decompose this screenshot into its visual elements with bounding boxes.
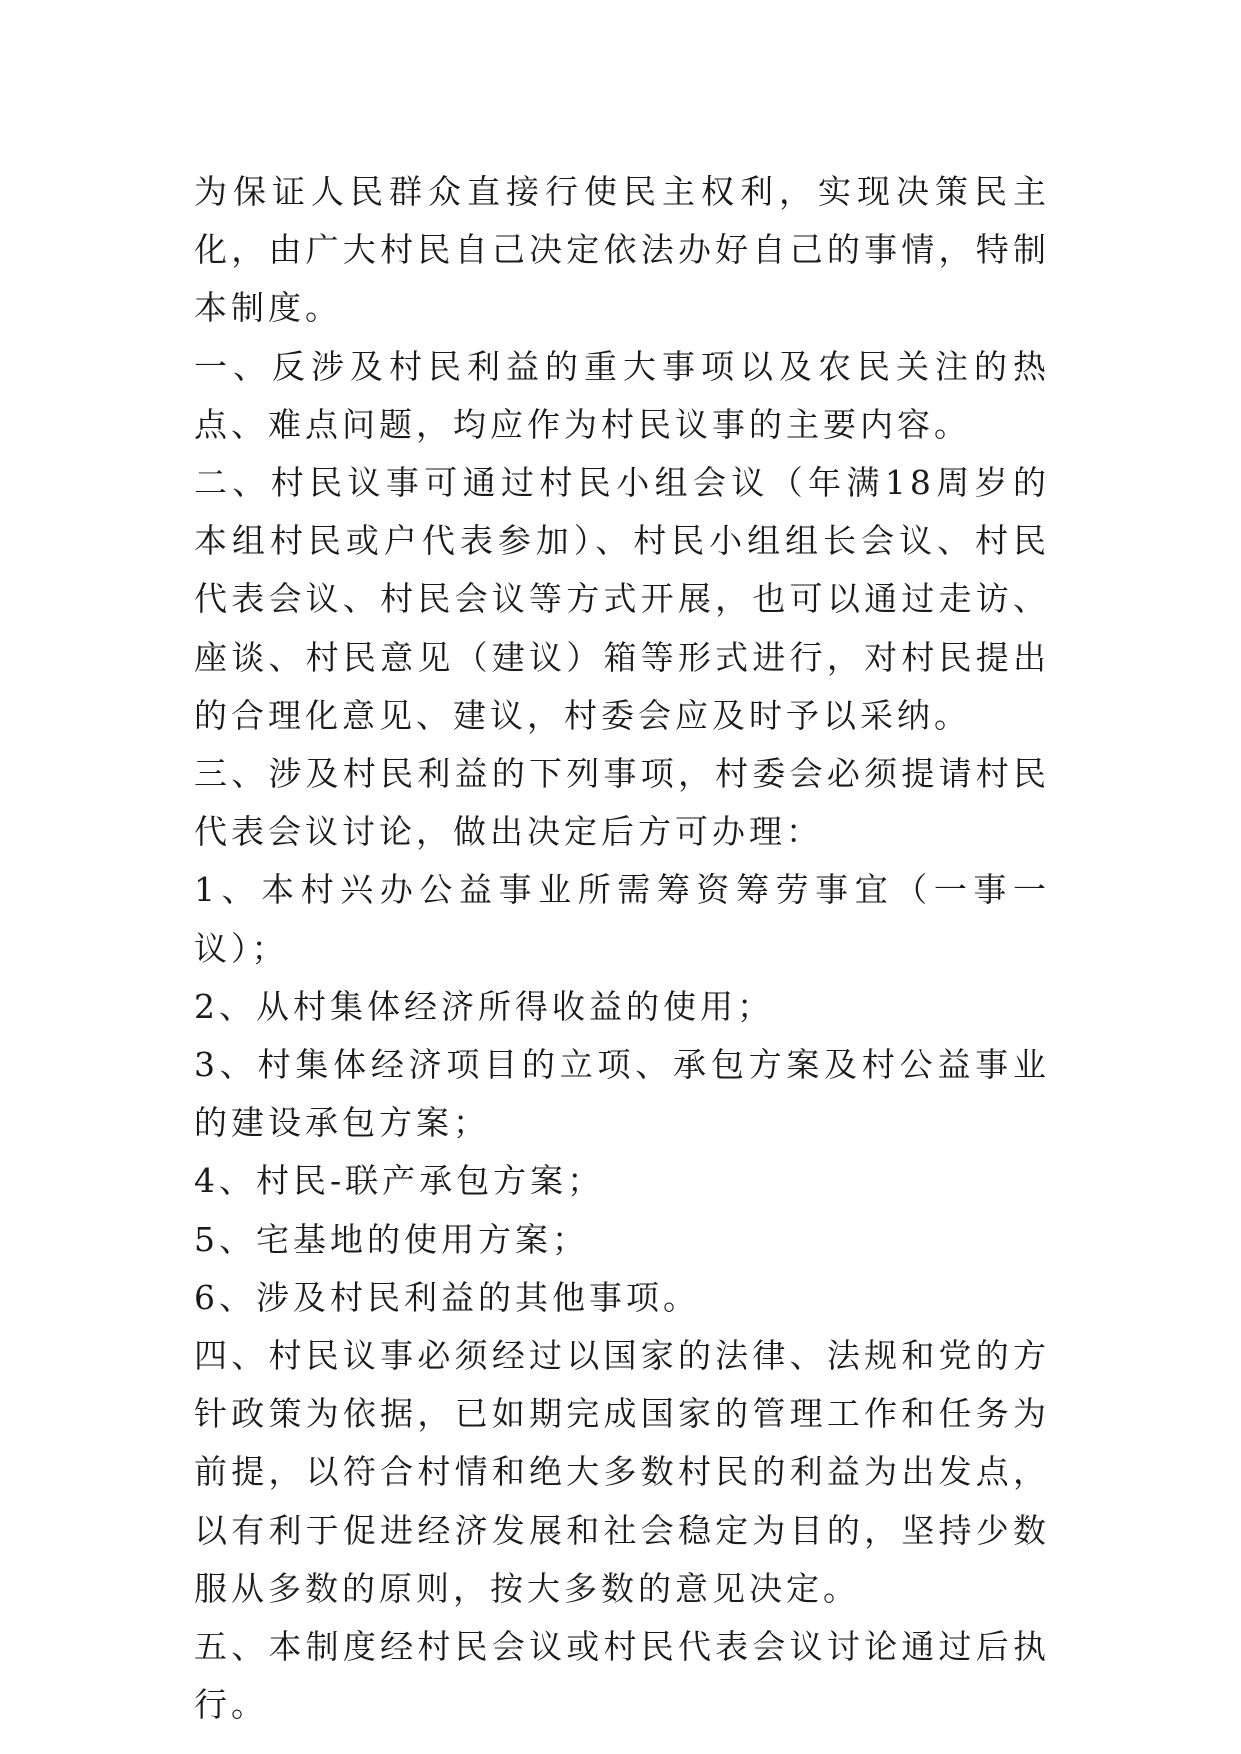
- list-item-6: 6、涉及村民利益的其他事项。: [194, 1277, 700, 1317]
- list-item-1: 1、本村兴办公益事业所需筹资筹劳事宜（一事一议）；: [194, 870, 1050, 968]
- clause-5-paragraph: 五、本制度经村民会议或村民代表会议讨论通过后执行。: [194, 1627, 1050, 1725]
- list-item-5: 5、宅基地的使用方案；: [194, 1219, 589, 1259]
- document-body: [194, 163, 1050, 1734]
- clause-1-paragraph: 一、反涉及村民利益的重大事项以及农民关注的热点、难点问题，均应作为村民议事的主要内容。: [194, 346, 1050, 444]
- list-item-3: 3、村集体经济项目的立项、承包方案及村公益事业的建设承包方案；: [194, 1045, 1050, 1143]
- list-item-2: 2、从村集体经济所得收益的使用；: [194, 986, 774, 1026]
- clause-3-paragraph: 三、涉及村民利益的下列事项，村委会必须提请村民代表会议讨论，做出决定后方可办理：: [194, 754, 1050, 852]
- clause-4-paragraph: 四、村民议事必须经过以国家的法律、法规和党的方针政策为依据，已如期完成国家的管理工作和任务为前提，以符合村情和绝大多数村民的利益为出发点，以有利于促进经济发展和社会稳定为目的，坚持少数服从多数的原则，按大多数的意见决定。: [194, 1336, 1050, 1608]
- clause-2-paragraph: 二、村民议事可通过村民小组会议（年满18周岁的本组村民或户代表参加）、村民小组组长会议、村民代表会议、村民会议等方式开展，也可以通过走访、座谈、村民意见（建议）箱等形式进行，对村民提出的合理化意见、建议，村委会应及时予以采纳。: [194, 463, 1050, 735]
- list-item-4: 4、村民-联产承包方案；: [194, 1161, 605, 1201]
- intro-paragraph: 为保证人民群众直接行使民主权利，实现决策民主化，由广大村民自己决定依法办好自己的事情，特制本制度。: [194, 172, 1050, 328]
